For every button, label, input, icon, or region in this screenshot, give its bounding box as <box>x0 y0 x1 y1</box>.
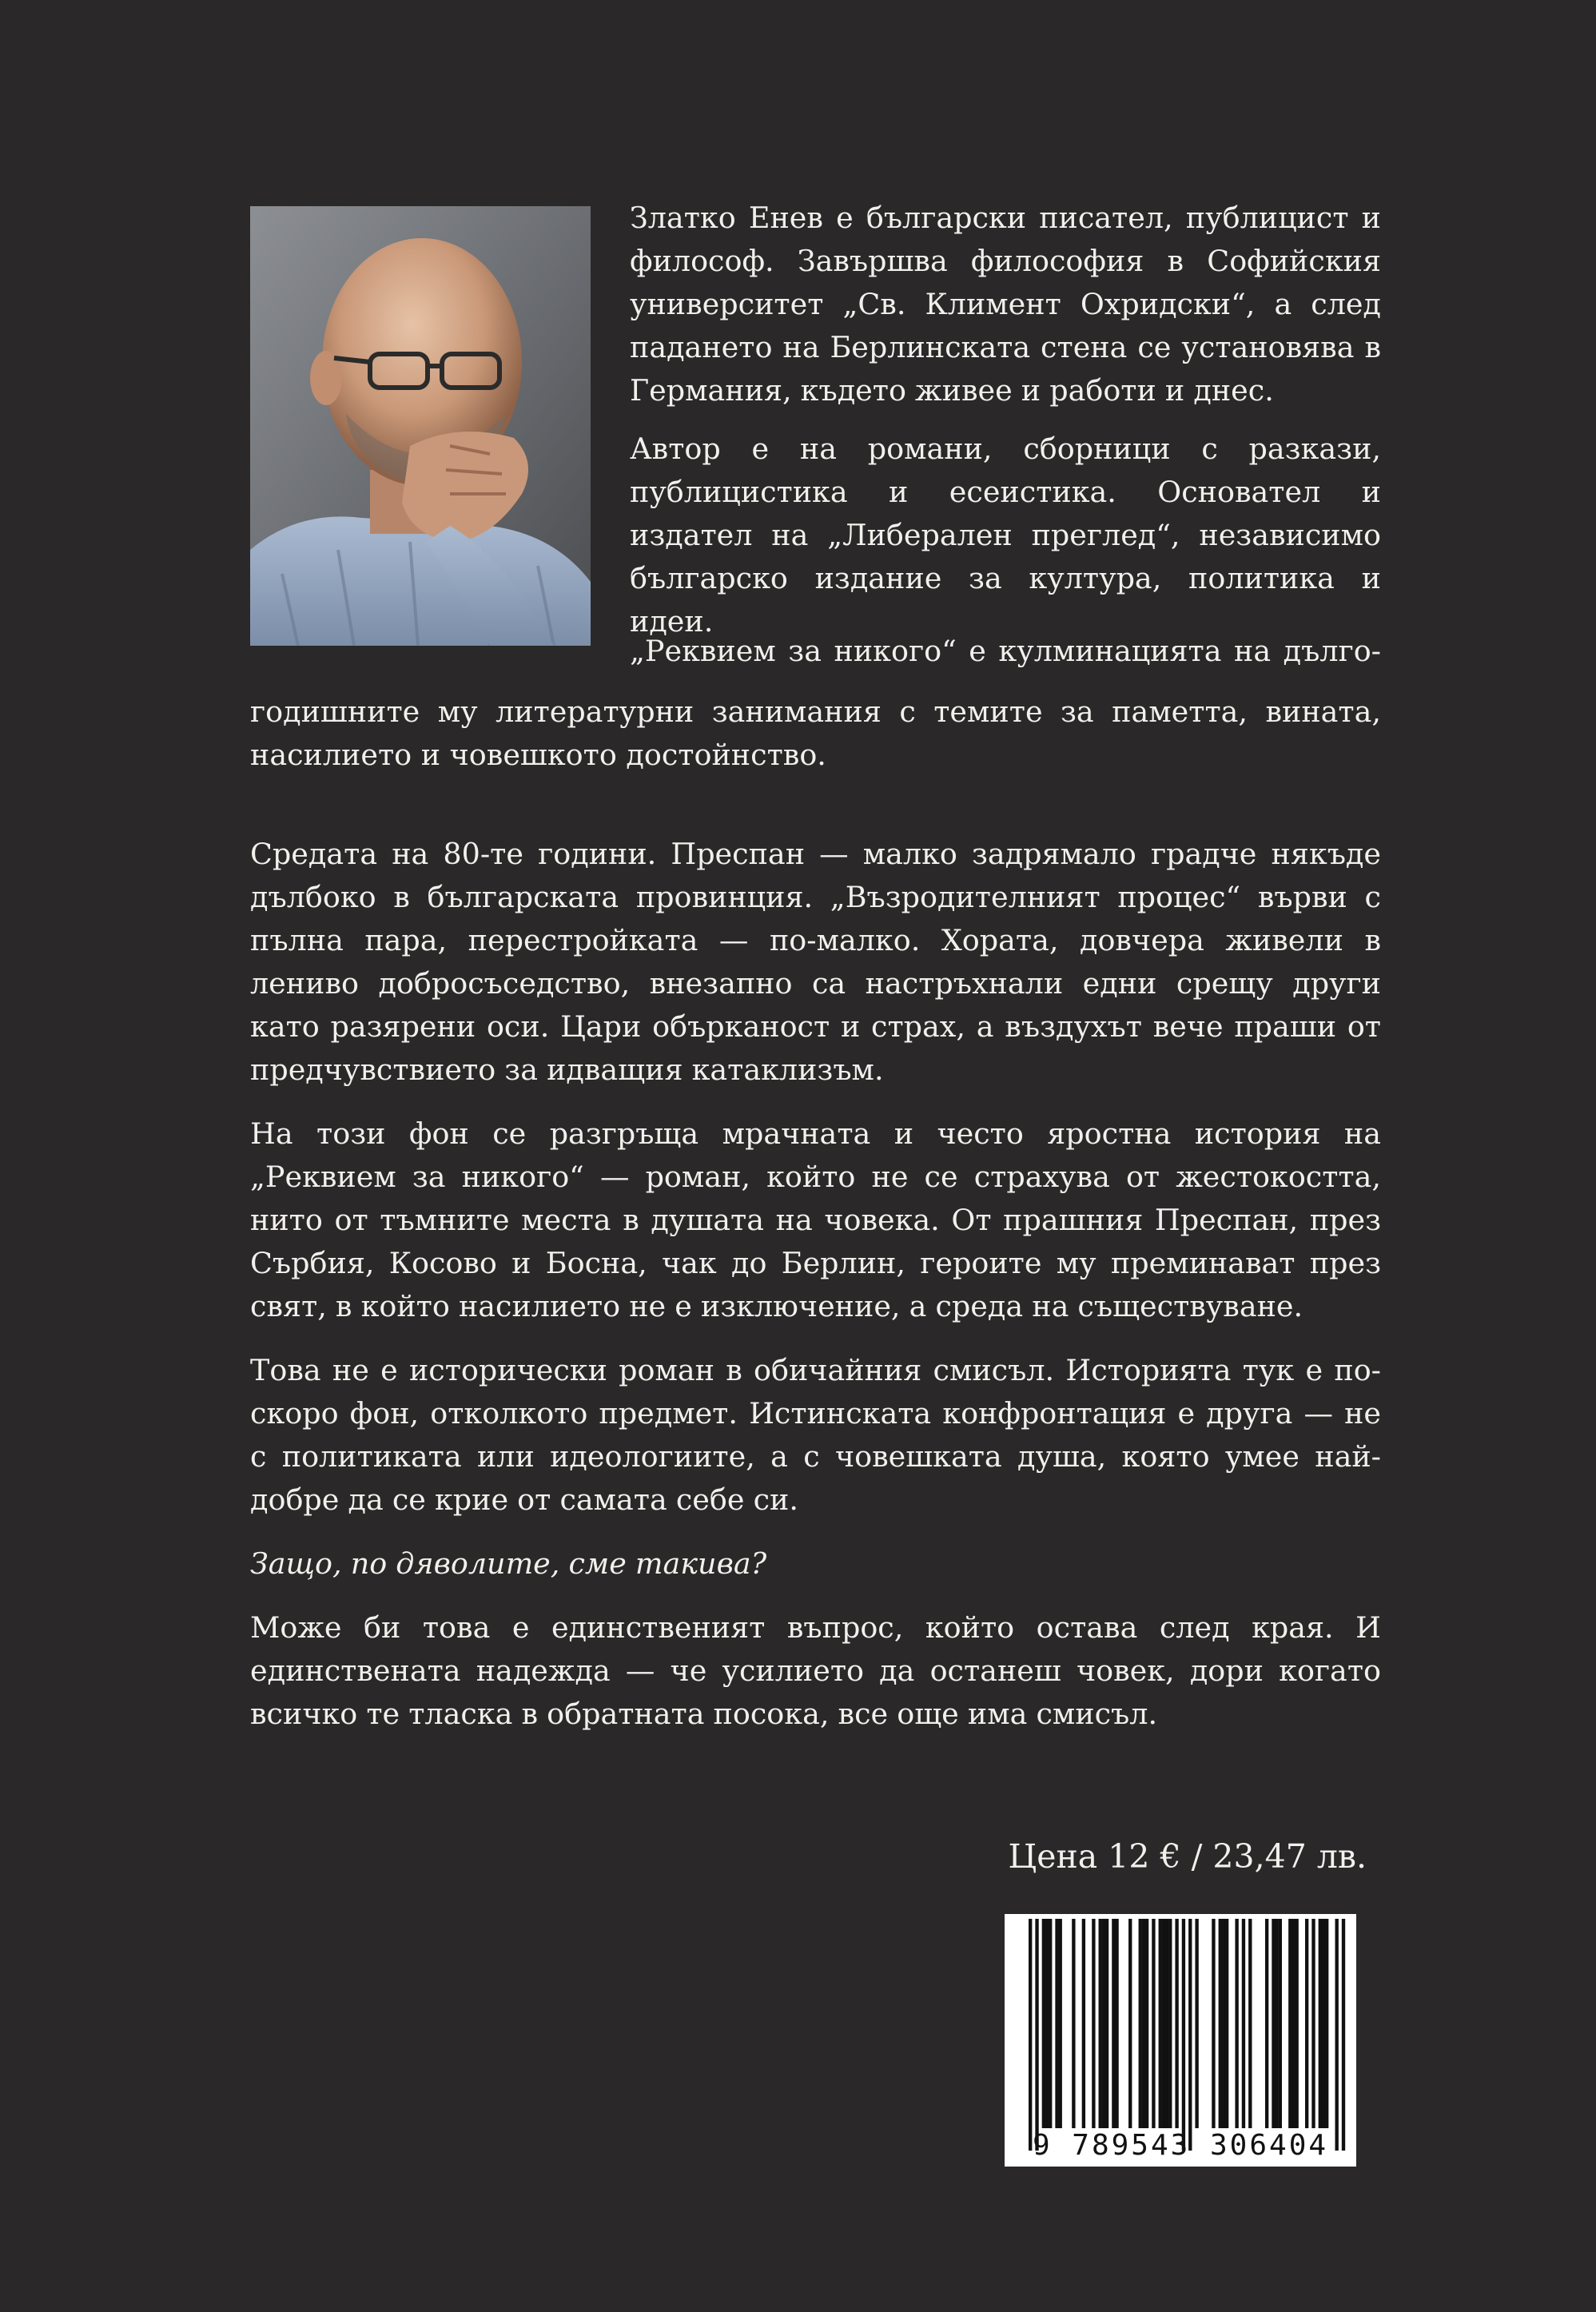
description-closing: Може би това е единственият въпрос, който остава след края. И единствената надежда — че усилието да останеш човек, дори когато всичко те тласка в обратната посока, все още има смисъл. <box>250 1610 1381 1731</box>
barcode-bar <box>1159 1919 1162 2128</box>
barcode-bar <box>1272 1919 1275 2128</box>
barcode-bar <box>1342 1919 1345 2151</box>
barcode-bar <box>1325 1919 1328 2128</box>
barcode-bar <box>1175 1919 1178 2128</box>
barcode-bar <box>1059 1919 1062 2128</box>
isbn-barcode <box>1005 1914 1356 2167</box>
barcode-bar <box>1182 1919 1185 2151</box>
barcode-bar <box>1049 1919 1052 2128</box>
barcode-bar <box>1102 1919 1105 2128</box>
barcode-bar <box>1142 1919 1145 2128</box>
barcode-bar <box>1288 1919 1292 2128</box>
barcode-bar <box>1248 1919 1252 2128</box>
barcode-bar <box>1242 1919 1245 2128</box>
barcode-bar <box>1265 1919 1268 2128</box>
barcode-bar <box>1045 1919 1049 2128</box>
barcode-bar <box>1168 1919 1172 2128</box>
barcode-bar <box>1279 1919 1282 2128</box>
barcode-bar <box>1225 1919 1228 2128</box>
barcode-bar <box>1115 1919 1118 2128</box>
barcode-bar <box>1035 1919 1038 2151</box>
barcode-bar <box>1145 1919 1148 2128</box>
barcode-bar <box>1275 1919 1278 2128</box>
barcode-bar <box>1029 1919 1032 2151</box>
barcode-bar <box>1212 1919 1215 2128</box>
barcode-bar <box>1219 1919 1222 2128</box>
barcode-bar <box>1055 1919 1058 2128</box>
barcode-bar <box>1082 1919 1085 2128</box>
barcode-digits: 9 789543 306404 <box>1032 2129 1329 2162</box>
barcode-bar <box>1105 1919 1108 2128</box>
barcode-bar <box>1165 1919 1168 2128</box>
author-photo <box>250 206 591 646</box>
barcode-bar <box>1112 1919 1115 2128</box>
barcode-bar <box>1235 1919 1238 2128</box>
barcode-bar <box>1305 1919 1308 2128</box>
barcode-bar <box>1222 1919 1225 2128</box>
barcode-bar <box>1335 1919 1338 2151</box>
book-description <box>250 833 1381 1757</box>
description-question: Защо, по дяволите, сме такива? <box>250 1546 767 1581</box>
barcode-bar <box>1042 1919 1045 2128</box>
author-portrait-photo-icon <box>250 206 591 646</box>
barcode-bar <box>1099 1919 1102 2128</box>
barcode-bar <box>1188 1919 1192 2151</box>
barcode-bar <box>1195 1919 1198 2128</box>
barcode-bar <box>1322 1919 1325 2128</box>
bio-paragraph-3-rest: годишните му литературни занимания с темите за паметта, вината, насилието и човешкото достойнство. <box>250 694 1381 772</box>
bio-paragraph-3-first-line: „Реквием за никого“ е кулминацията на дълго- <box>630 634 1381 668</box>
author-bio <box>630 197 1381 659</box>
barcode-bar <box>1292 1919 1295 2128</box>
barcode-bar <box>1139 1919 1142 2128</box>
barcode-bar <box>1162 1919 1165 2128</box>
barcode-bar <box>1072 1919 1075 2128</box>
bio-paragraph-1: Златко Енев е български писател, публицист и философ. Завършва философия в Софийския университет „Св. Климент Охридски“, а след падането на Берлинската стена се установява в Германия, където живее и работи и днес. <box>630 201 1381 408</box>
barcode-bar <box>1295 1919 1298 2128</box>
barcode-bar <box>1311 1919 1315 2128</box>
barcode-bar <box>1128 1919 1132 2128</box>
barcode-bar <box>1152 1919 1155 2128</box>
price-label: Цена 12 € / 23,47 лв. <box>1008 1837 1367 1876</box>
barcode-bar <box>1319 1919 1322 2128</box>
barcode-bar <box>1092 1919 1095 2128</box>
description-paragraph-2: На този фон се разгръща мрачната и често яростна история на „Реквием за никого“ — роман, който не се страхува от жестокостта, нито от тъмните места в душата на човека. От прашния Преспан, през Сърбия, Косово и Босна, чак до Берлин, героите му преминават през свят, в който насилието не е изключение, а среда на съществуване. <box>250 1116 1381 1323</box>
description-paragraph-1: Средата на 80-те години. Преспан — малко задрямало градче някъде дълбоко в българската провинция. „Възродителният процес“ върви с пълна пара, перестройката — по-малко. Хората, довчера живели в лениво добросъседство, внезапно са настръхнали едни срещу други като разярени оси. Цари обърканост и страх, а въздухът вече праши от предчувствието за идващия катаклизъм. <box>250 837 1381 1087</box>
description-paragraph-3: Това не е исторически роман в обичайния смисъл. Историята тук е по-скоро фон, отколкото предмет. Истинската конфронтация е друга — не с политиката или идеологиите, а с човешката душа, която умее най-добре да се крие от самата себе си. <box>250 1353 1381 1517</box>
bio-paragraph-2: Автор е на романи, сборници с разкази, публицистика и есеистика. Основател и издател на „Либерален преглед“, независимо българско издание за култура, политика и идеи. <box>630 432 1381 639</box>
